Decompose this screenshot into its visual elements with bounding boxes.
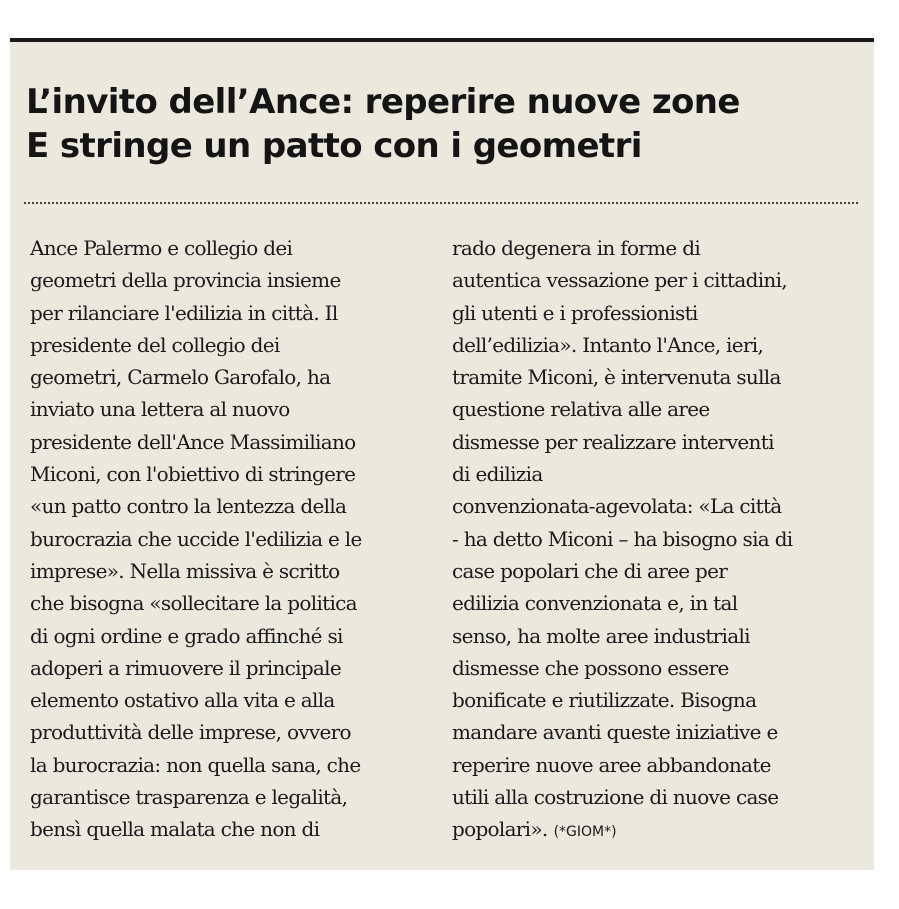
body-line: geometri, Carmelo Garofalo, ha	[30, 365, 331, 390]
body-line: di ogni ordine e grado affinché si	[30, 623, 343, 648]
dotted-divider	[24, 202, 858, 204]
body-line: imprese». Nella missiva è scritto	[30, 558, 340, 583]
author-signature: (*GIOM*)	[553, 824, 617, 841]
body-line: garantisce trasparenza e legalità,	[30, 785, 348, 810]
body-line: che bisogna «sollecitare la politica	[30, 591, 357, 616]
body-line: edilizia convenzionata e, in tal	[452, 591, 738, 616]
body-line: la burocrazia: non quella sana, che	[30, 752, 361, 777]
body-line: convenzionata-agevolata: «La città	[452, 494, 782, 519]
body-line: mandare avanti queste iniziative e	[452, 720, 778, 745]
body-line: autentica vessazione per i cittadini,	[452, 268, 787, 293]
body-line: di edilizia	[452, 462, 543, 487]
body-line: dell’edilizia». Intanto l'Ance, ieri,	[452, 332, 764, 357]
body-line: utili alla costruzione di nuove case	[452, 785, 779, 810]
headline	[26, 80, 866, 168]
body-line: dismesse per realizzare interventi	[452, 429, 774, 454]
body-column-right	[452, 232, 852, 849]
body-line: elemento ostativo alla vita e alla	[30, 688, 335, 713]
body-line: Miconi, con l'obiettivo di stringere	[30, 462, 356, 487]
article-box	[10, 38, 874, 870]
body-line: presidente dell'Ance Massimiliano	[30, 429, 356, 454]
body-line: dismesse che possono essere	[452, 655, 729, 680]
body-line: per rilanciare l'edilizia in città. Il	[30, 300, 338, 325]
headline-line-1: L’invito dell’Ance: reperire nuove zone	[26, 82, 740, 122]
body-line: adoperi a rimuovere il principale	[30, 655, 341, 680]
body-last-text: popolari».	[452, 817, 548, 842]
body-line: produttività delle imprese, ovvero	[30, 720, 351, 745]
body-line: senso, ha molte aree industriali	[452, 623, 750, 648]
body-line: presidente del collegio dei	[30, 332, 280, 357]
body-column-left	[30, 232, 430, 846]
body-line: burocrazia che uccide l'edilizia e le	[30, 526, 362, 551]
body-line: geometri della provincia insieme	[30, 268, 341, 293]
body-line: bonificate e riutilizzate. Bisogna	[452, 688, 757, 713]
body-line: rado degenera in forme di	[452, 236, 701, 260]
body-line: inviato una lettera al nuovo	[30, 397, 290, 422]
body-line-last	[452, 813, 852, 848]
body-line: Ance Palermo e collegio dei	[30, 236, 293, 260]
body-line: tramite Miconi, è intervenuta sulla	[452, 365, 781, 390]
body-line: questione relativa alle aree	[452, 397, 710, 422]
body-line: «un patto contro la lentezza della	[30, 494, 347, 519]
body-line: gli utenti e i professionisti	[452, 300, 698, 325]
body-line: - ha detto Miconi – ha bisogno sia di	[452, 526, 793, 551]
body-line: bensì quella malata che non di	[30, 817, 320, 842]
body-line: reperire nuove aree abbandonate	[452, 752, 771, 777]
headline-line-2: E stringe un patto con i geometri	[26, 126, 642, 166]
body-line: case popolari che di aree per	[452, 558, 728, 583]
